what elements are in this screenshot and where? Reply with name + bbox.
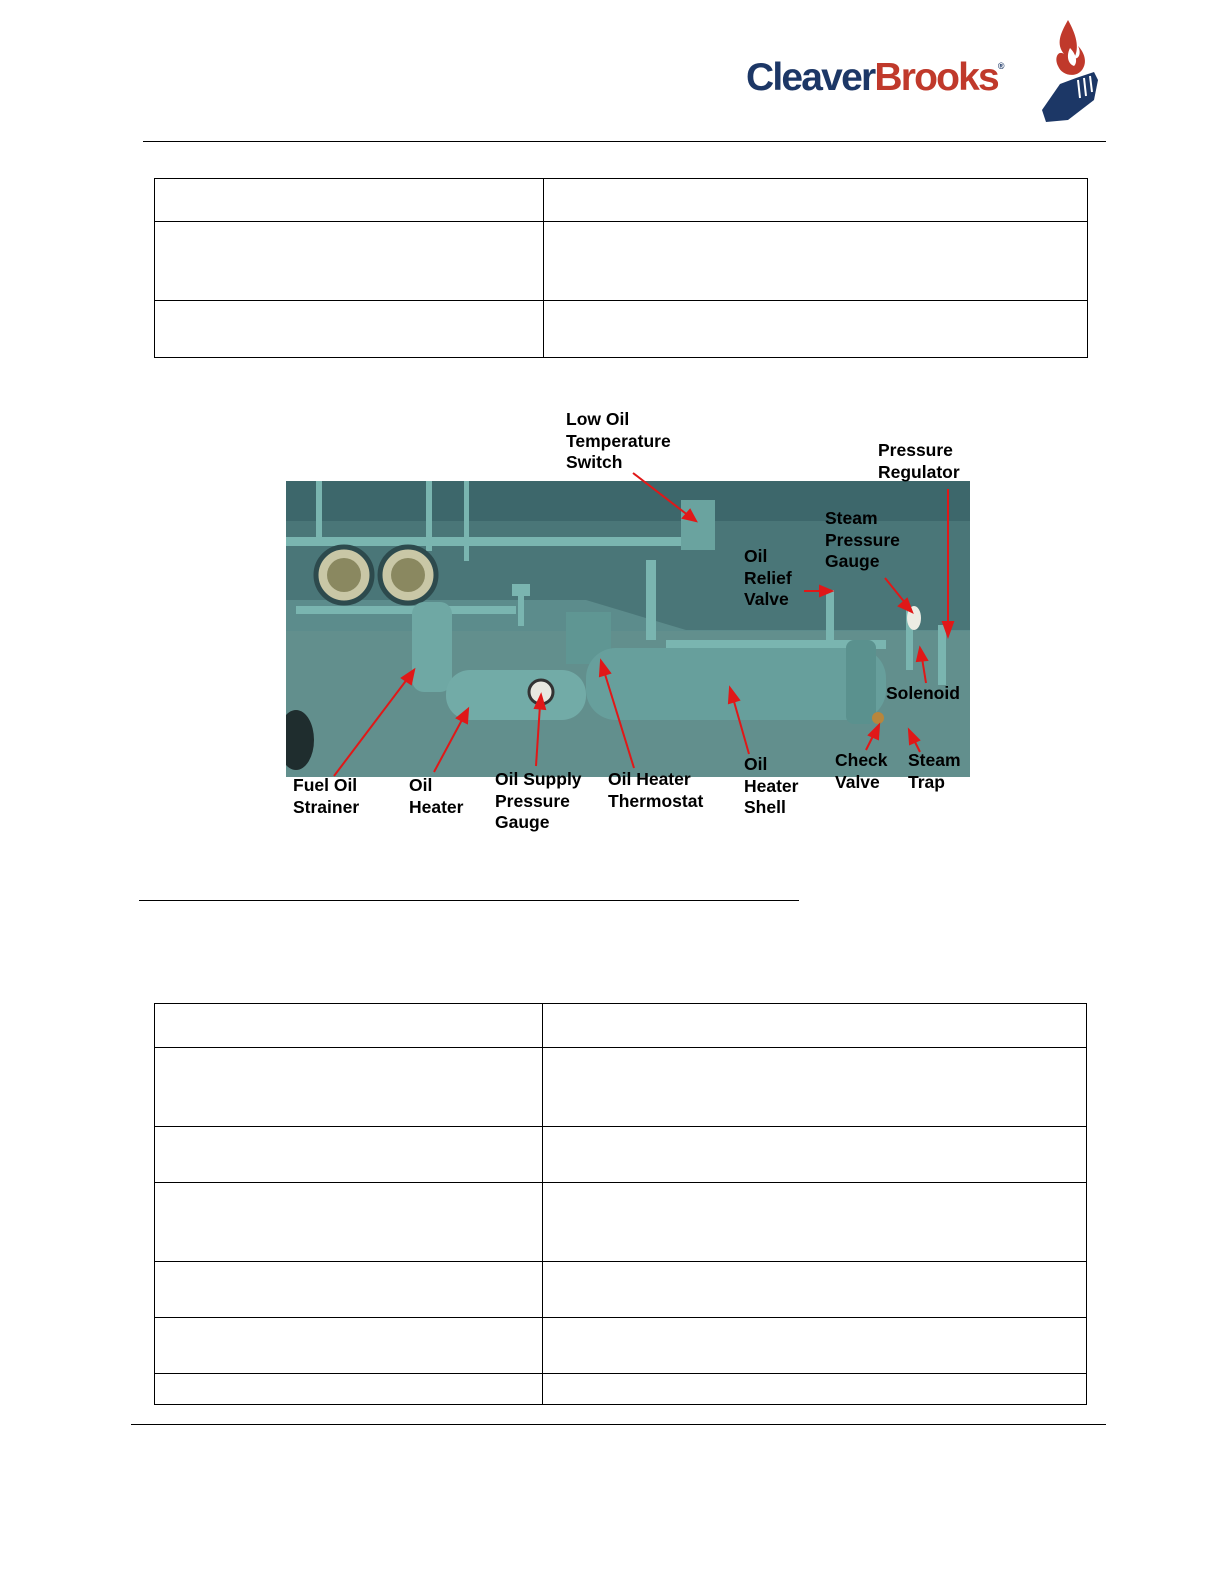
label-oil-heater: Oil Heater (409, 775, 464, 817)
table-cell (544, 301, 1088, 358)
table-cell (155, 1374, 543, 1405)
table-row (155, 1004, 1087, 1048)
table-row (155, 1374, 1087, 1405)
label-steam-pressure-gauge: Steam Pressure Gauge (825, 508, 900, 571)
table-cell (543, 1048, 1087, 1127)
logo-word-cleaver: Cleaver (746, 56, 875, 99)
table-row (155, 1127, 1087, 1183)
table-cell (155, 301, 544, 358)
label-fuel-oil-strainer: Fuel Oil Strainer (293, 775, 360, 817)
flame-hand-icon (1038, 14, 1102, 126)
table-cell (543, 1127, 1087, 1183)
table-row (155, 1262, 1087, 1318)
table-cell (544, 179, 1088, 222)
table-cell (544, 222, 1088, 301)
table-row (155, 1183, 1087, 1262)
logo-wordmark (746, 58, 1005, 97)
table-cell (155, 1318, 543, 1374)
table-row (155, 222, 1088, 301)
table-cell (543, 1262, 1087, 1318)
table-cell (155, 222, 544, 301)
label-solenoid: Solenoid (886, 683, 960, 703)
table-cell (543, 1183, 1087, 1262)
label-oil-heater-shell: Oil Heater Shell (744, 754, 799, 817)
table-row (155, 301, 1088, 358)
table-cell (543, 1004, 1087, 1048)
table-cell (155, 1127, 543, 1183)
table-cell (155, 1004, 543, 1048)
label-steam-trap: Steam Trap (908, 750, 961, 792)
table-row (155, 179, 1088, 222)
section-rule (139, 900, 799, 901)
table-cell (155, 1048, 543, 1127)
label-check-valve: Check Valve (835, 750, 888, 792)
table-cell (155, 1262, 543, 1318)
spec-table-top (154, 178, 1088, 358)
label-oil-relief-valve: Oil Relief Valve (744, 546, 792, 609)
spec-table-bottom (154, 1003, 1087, 1405)
label-low-oil-temperature-switch: Low Oil Temperature Switch (566, 409, 671, 472)
brand-logo (738, 14, 1102, 126)
registered-mark: ® (997, 61, 1005, 71)
label-oil-supply-pressure-gauge: Oil Supply Pressure Gauge (495, 769, 582, 832)
label-pressure-regulator: Pressure Regulator (878, 440, 960, 482)
table-cell (543, 1318, 1087, 1374)
footer-rule (131, 1424, 1106, 1425)
table-row (155, 1318, 1087, 1374)
table-row (155, 1048, 1087, 1127)
table-cell (155, 179, 544, 222)
header-rule (143, 141, 1106, 142)
label-oil-heater-thermostat: Oil Heater Thermostat (608, 769, 704, 811)
oil-heater-figure (286, 400, 970, 848)
logo-word-brooks: Brooks (874, 56, 998, 99)
table-cell (543, 1374, 1087, 1405)
table-cell (155, 1183, 543, 1262)
